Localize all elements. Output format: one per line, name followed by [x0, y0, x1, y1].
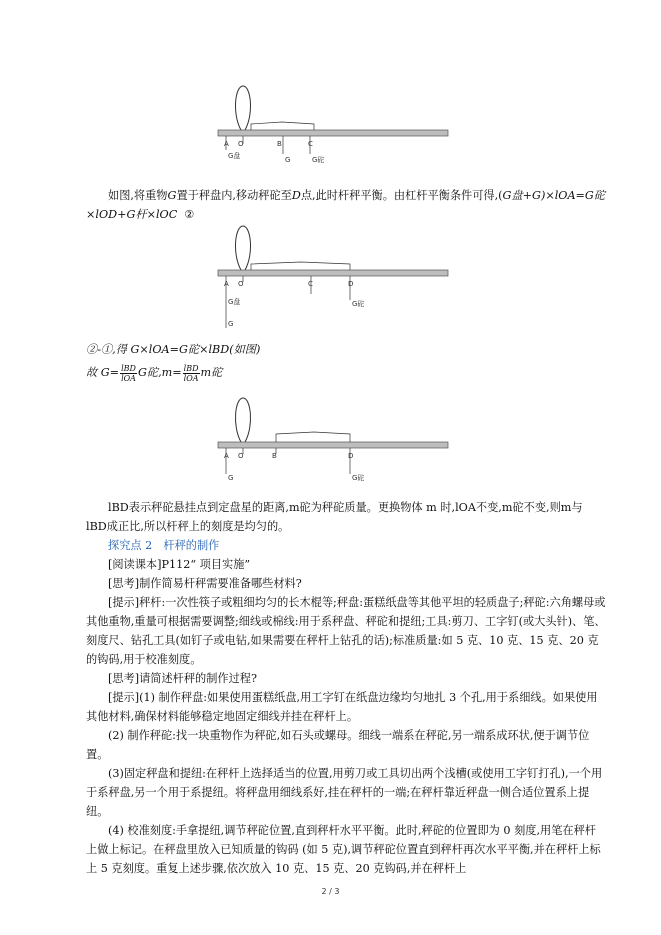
- line-read: [阅读课本]P112“ 项目实施”: [108, 558, 251, 571]
- steelyard-diagram-2: [210, 222, 450, 332]
- label-g-plate: G盘: [228, 298, 241, 306]
- label-a: A: [224, 280, 229, 288]
- page-number: 2 / 3: [321, 887, 340, 896]
- label-o: O: [238, 140, 244, 148]
- label-g-weight: G砣: [312, 156, 325, 164]
- balance-beam: [218, 270, 448, 276]
- hook-loop: [235, 86, 250, 130]
- balance-beam: [218, 442, 448, 448]
- line-step-4: (4) 校准刻度:手拿提纽,调节秤砣位置,直到秤杆水平平衡。此时,秤砣的位置即为 0 刻度,用笔在秤杆上做上标记。在秤盘里放入已知质量的钩码 (如 5 克),调节秤砣位置直到秤杆再次水平平衡,并在秤杆上标上 5 克刻度。重复上述步骤,依次放入 10 克、15 克、20 克钩码,并在秤杆上: [86, 824, 601, 875]
- distance-brace: [251, 262, 350, 270]
- distance-brace: [276, 432, 350, 442]
- line-step-3: (3)固定秤盘和提纽:在秤杆上选择适当的位置,用剪刀或工具切出两个浅槽(或使用工字钉打孔),一个用于系秤盘,另一个用于系提纽。将秤盘用细线系好,挂在秤杆的一端;在秤杆靠近秤盘一侧合适位置系上提纽。: [86, 767, 603, 818]
- label-g: G: [228, 474, 234, 482]
- line-hint-step-1: [提示](1) 制作秤盘:如果使用蛋糕纸盘,用工字钉在纸盘边缘均匀地扎 3 个孔,用于系细线。如果使用其他材料,确保材料能够稳定地固定细线并挂在秤杆上。: [86, 691, 598, 723]
- steelyard-diagram-1: [210, 84, 450, 168]
- line-think-1: [思考]制作简易杆秤需要准备哪些材料?: [108, 577, 302, 590]
- paragraph-subtract: ②-①,得 G×lOA=G砣×lBD(如图) 故 G= $\frac{\text{lBD}}{\text{lOA}}$ G砣,m= $\frac{\text{lBD}}{\text{lOA}}$ m砣: [86, 343, 261, 383]
- line-think-2: [思考]请简述杆秤的制作过程?: [108, 672, 257, 685]
- label-c: C: [308, 280, 313, 288]
- label-o: O: [238, 452, 244, 460]
- hook-loop: [235, 226, 250, 270]
- line-hint-materials: [提示]秤杆:一次性筷子或粗细均匀的长木棍等;秤盘:蛋糕纸盘等其他平坦的轻质盘子;秤砣:六角螺母或其他重物,重量可根据需要调整;细线或棉线:用于系秤盘、秤砣和提纽;工具:剪刀、工字钉(或大头针)、笔、刻度尺、钻孔工具(如钉子或电钻,如果需要在秤杆上钻孔的话);标准质量:如 5 克、10 克、15 克、20 克的钩码,用于校准刻度。: [86, 596, 606, 666]
- line-step-2: (2) 制作秤砣:找一块重物作为秤砣,如石头或螺母。细线一端系在秤砣,另一端系成环状,便于调节位置。: [86, 729, 590, 761]
- steelyard-diagram-3: [210, 394, 450, 484]
- label-a: A: [224, 140, 229, 148]
- section-heading: 探究点 2 杆秤的制作: [108, 539, 220, 552]
- paragraph-balance-condition: 如图,将重物G置于秤盘内,移动秤砣至D点,此时杆秤平衡。由杠杆平衡条件可得,(G盘+G)×lOA=G砣×lOD+G杆×lOC ②: [86, 189, 606, 221]
- label-g-plate: G盘: [228, 152, 241, 160]
- label-c: C: [308, 140, 313, 148]
- label-g-weight: G砣: [352, 474, 365, 482]
- label-o: O: [238, 280, 244, 288]
- label-g-weight: G砣: [352, 300, 365, 308]
- label-g: G: [285, 156, 291, 164]
- paragraph-proportional: lBD表示秤砣悬挂点到定盘星的距离,m砣为秤砣质量。更换物体 m 时,lOA不变,m砣不变,则m与 lBD成正比,所以杆秤上的刻度是均匀的。: [86, 501, 583, 533]
- balance-beam: [218, 130, 448, 136]
- hook-loop: [235, 398, 250, 442]
- label-b: B: [277, 140, 282, 148]
- label-d: D: [348, 280, 354, 288]
- label-b: B: [272, 452, 277, 460]
- label-g: G: [228, 320, 234, 328]
- label-d: D: [348, 452, 354, 460]
- label-a: A: [224, 452, 229, 460]
- distance-brace: [251, 122, 314, 130]
